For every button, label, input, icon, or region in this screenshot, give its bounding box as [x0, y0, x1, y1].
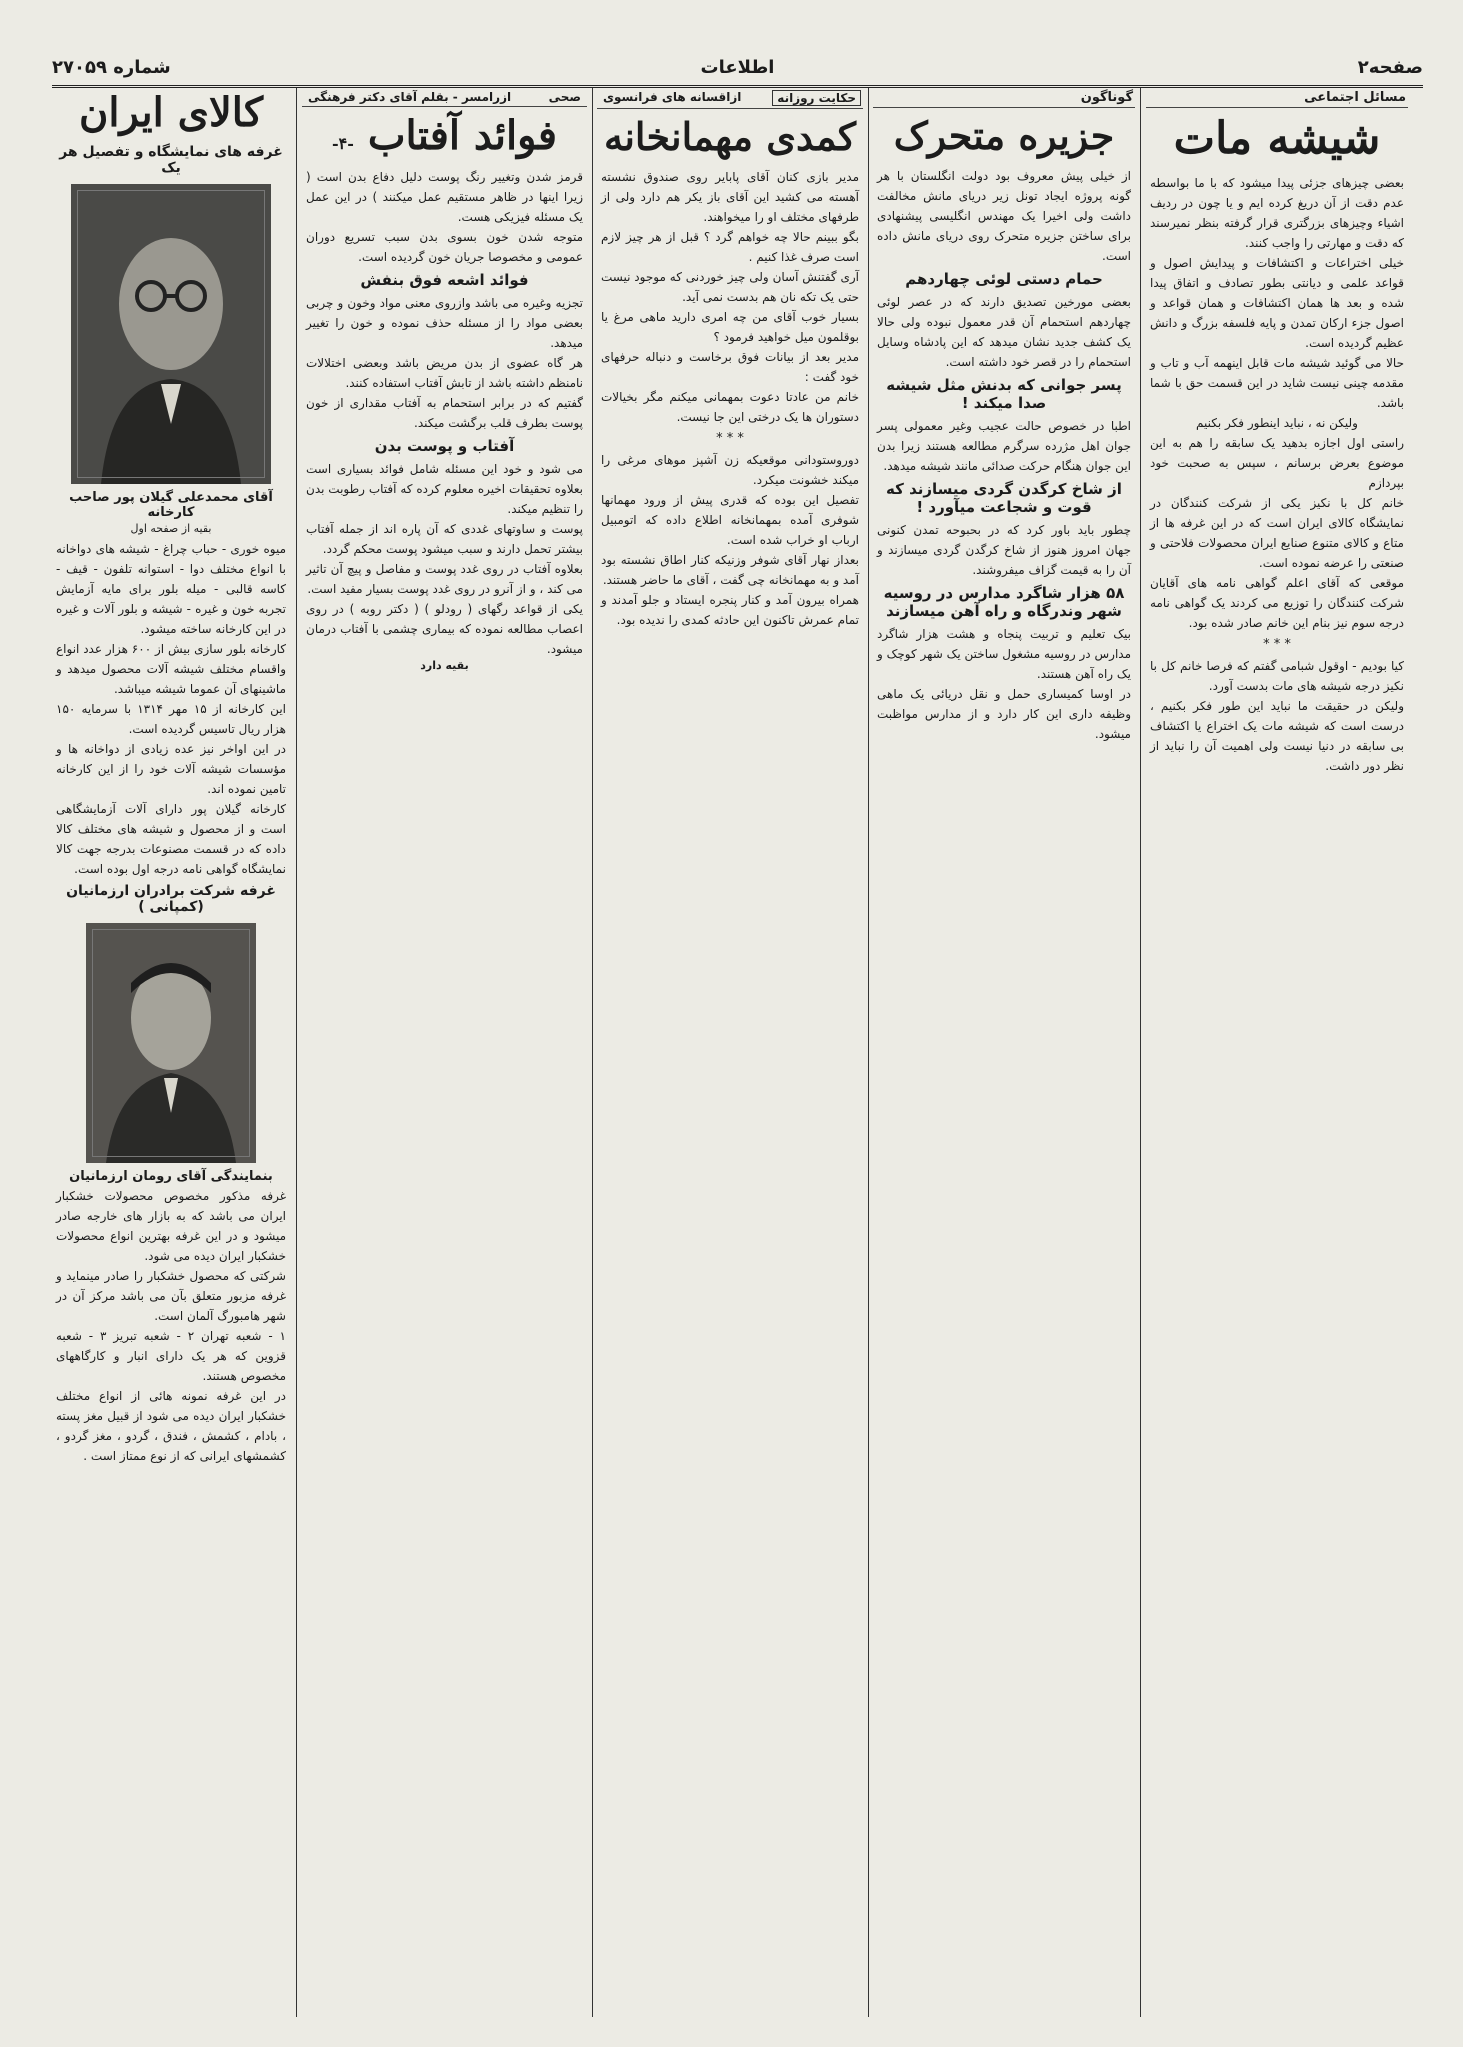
article-paragraph: راستی اول اجازه بدهید یک سابقه را هم به این موضوع بعرض برسانم ، سپس به صحبت خود بپردازم	[1150, 435, 1404, 490]
photo-frame	[77, 190, 265, 478]
article-paragraph: از خیلی پیش معروف بود دولت انگلستان با هر گونه پروژه ایجاد تونل زیر دریای مانش مخالفت داشت ولی اخیرا یک مهندس انگلیسی پیشنهادی برای ساختن جزیره متحرک روی دریای مانش داده است.	[877, 168, 1131, 263]
article-paragraph: ولیکن در حقیقت ما نباید این طور فکر بکنیم ، درست است که شیشه مات یک اختراع یا اکتشاف بی سابقه در دنیا نیست ولی اهمیت آن را نباید از نظر دور داشت.	[1150, 698, 1404, 773]
article-paragraph: کیا بودیم - اوقول شبامی گفتم که فرصا خانم کل با نکیز درجه شیشه های مات بدست آورد.	[1150, 658, 1404, 693]
article-paragraph: میوه خوری - حباب چراغ - شیشه های دواخانه با انواع مختلف دوا - استوانه تلفون - قیف - کاسه قالبی - میله بلور برای مایه آزمایش تجربه خون و غیره - شیشه و بلور آلات و غیره در این کارخانه ساخته میشود.	[56, 542, 286, 636]
article-title: کالای ایران	[78, 89, 264, 136]
article-paragraph: حالا می گوئید شیشه مات قابل اینهمه آب و تاب و مقدمه چینی نیست شاید در این قسمت حق با شما باشد.	[1150, 355, 1404, 410]
title-text: فوائد آفتاب	[367, 112, 557, 159]
article-paragraph: بیک تعلیم و تربیت پنجاه و هشت هزار شاگرد مدارس در روسیه مشغول ساختن یک شهر کوچک و یک راه آهن هستند.	[877, 626, 1131, 681]
kicker-right: صحی	[548, 90, 581, 104]
column-rule	[592, 88, 593, 2017]
article-paragraph: خانم کل با نکیز یکی از شرکت کنندگان در نمایشگاه کالای ایران است که در این غرفه ها از متاع و کالای متنوع صنایع ایران محصولات فلاحتی و صنعتی را عرضه نموده است.	[1150, 495, 1404, 570]
issue-label: شماره ۲۷۰۵۹	[52, 57, 171, 78]
article-paragraph: موقعی که آقای اعلم گواهی نامه های آقایان شرکت کنندگان را توزیع می کردند یک گواهی نامه درجه سوم نیز بنام این خانم صادر شده بود.	[1150, 575, 1404, 630]
photo-caption: آقای محمدعلی گیلان پور صاحب کارخانه	[69, 490, 273, 520]
article-jazire-motaharrek	[873, 88, 1135, 2017]
article-paragraph: کارخانه بلور سازی بیش از ۶۰۰ هزار عدد انواع واقسام مختلف شیشه آلات محصول میدهد و ماشینهای آن عموما شیشه میباشد.	[56, 642, 286, 696]
article-paragraph: بعضی چیزهای جزئی پیدا میشود که با ما بواسطه عدم دقت از آن دریغ کرده ایم و یا چون در ردیف اشیاء وچیزهای بزرگتری قرار گرفته بنظر نمیرسند که دقت و مهارتی را واجب کنند.	[1150, 175, 1404, 250]
subheading: فوائد اشعه فوق بنفش	[360, 271, 529, 289]
article-paragraph: بعضی مورخین تصدیق دارند که در عصر لوئی چهاردهم استحمام آن قدر معمول نبوده ولی حالا یک کشف جدید نشان میدهد که این پادشاه وسایل استحمام را در قصر خود داشته است.	[877, 294, 1131, 369]
article-paragraph: تجزیه وغیره می باشد وازروی معنی مواد وخون و چربی بعضی مواد را از مسئله حذف نموده و خون را تغییر میدهد.	[306, 296, 583, 350]
subheading: غرفه شرکت برادران ارزمانیان (کمپانی )	[66, 883, 276, 915]
continued-note: بقیه دارد	[420, 659, 469, 672]
article-paragraph: دوروستودانی موقعیکه زن آشپز موهای مرغی را میکند خشونت میکرد.	[601, 452, 859, 487]
subheading: ۵۸ هزار شاگرد مدارس در روسیه شهر وندرگاه و راه آهن میسازند	[883, 583, 1125, 620]
article-paragraph: مدیر بعد از بیانات فوق برخاست و دنباله حرفهای خود گفت :	[601, 349, 859, 384]
article-paragraph: یکی از قواعد رگهای ( رودلو ) ( دکتر روبه ) در روی اعصاب مطالعه نموده که بیماری چشمی با آفتاب درمان میشود.	[306, 602, 583, 656]
article-komedi-mehmankhane	[597, 88, 863, 2017]
article-paragraph: پوست و ساوتهای غددی که آن پاره اند از جمله آفتاب بیشتر تحمل دارند و سبب میشود پوست محکم گردد.	[306, 522, 583, 556]
article-paragraph: خیلی اختراعات و اکتشافات و پیدایش اصول و قواعد علمی و دیانتی بطور تصادف و اتفاق پیدا شده و بعد ها همان اکتشافات و همان قواعد و اصول جزء ارکان تمدن و پایه فلسفه بزرگ و دانش عظیم گردیده است.	[1150, 255, 1404, 350]
portrait-photo	[86, 923, 256, 1163]
article-paragraph: در این اواخر نیز عده زیادی از دواخانه ها و مؤسسات شیشه آلات خود را از این کارخانه تامین نموده اند.	[56, 742, 286, 796]
subheading: آفتاب و پوست بدن	[374, 437, 515, 455]
title-part-number: -۴-	[332, 134, 354, 153]
article-paragraph: می شود و خود این مسئله شامل فوائد بسیاری است بعلاوه تحقیقات اخیره معلوم کرده که آفتاب رطوبت بدن را تنظیم میکند.	[306, 462, 583, 516]
article-title: شیشه مات	[1173, 113, 1381, 164]
article-paragraph: قرمز شدن وتغییر رنگ پوست دلیل دفاع بدن است ( زیرا اینها در ظاهر مستقیم عمل میکنند ) در این عمل یک مسئله فیزیکی هست.	[306, 170, 583, 224]
kicker-left: ازاقسانه های فرانسوی	[603, 90, 742, 104]
article-paragraph: این کارخانه از ۱۵ مهر ۱۳۱۴ با سرمایه ۱۵۰ هزار ریال تاسیس گردیده است.	[56, 702, 286, 736]
article-paragraph: آری گفتنش آسان ولی چیز خوردنی که موجود نیست حتی یک تکه نان هم بدست نمی آید.	[601, 269, 859, 304]
continued-from-note: بقیه از صفحه اول	[130, 522, 212, 535]
portrait-photo	[71, 184, 271, 484]
column-rule	[1140, 88, 1141, 2017]
subheading: حمام دستی لوئی چهاردهم	[905, 269, 1103, 288]
article-paragraph: بسیار خوب آقای من چه امری دارید ماهی مرغ یا بوقلمون میل خواهید فرمود ؟	[601, 309, 859, 344]
article-paragraph: بگو ببینم حالا چه خواهم گرد ؟ قبل از هر چیز لازم است صرف غذا کنیم .	[601, 229, 859, 264]
article-paragraph: کارخانه گیلان پور دارای آلات آزمایشگاهی است و از محصول و شیشه های مختلف کالا داده که در قسمت مصنوعات بدرجه جهت کالا نمایشگاه گواهی نامه درجه اول بوده است.	[56, 802, 286, 876]
subheading: پسر جوانی که بدنش مثل شیشه صدا میکند !	[886, 375, 1122, 412]
photo-frame	[92, 929, 250, 1157]
section-divider: * * *	[716, 430, 744, 446]
kicker-right: حکایت روزانه	[772, 90, 861, 106]
article-paragraph: خانم من عادتا دعوت بمهمانی میکنم مگر بخیالات دستوران ها یک درختی این جا نیست.	[601, 389, 859, 424]
article-paragraph: ۱ - شعبه تهران ۲ - شعبه تبریز ۳ - شعبه قزوین که هر یک دارای انبار و کارگاههای مخصوص هستند.	[56, 1329, 286, 1383]
subheading: از شاخ کرگدن گردی میسازند که قوت و شجاعت میآورد !	[886, 479, 1122, 516]
article-paragraph: ولیکن نه ، نباید اینطور فکر بکنیم	[1196, 415, 1358, 430]
article-paragraph: گفتیم که در برابر استحمام به آفتاب مقداری از خون پوست بطرف قلب برگشت میکند.	[306, 396, 583, 430]
kicker-left: ازرامسر - بقلم آقای دکتر فرهنگی	[308, 90, 512, 104]
article-kalaye-iran	[52, 88, 290, 2017]
article-paragraph: در اوسا کمیساری حمل و نقل دریائی یک ماهی وظیفه داری این کار دارد و از مدارس مواظبت میشود.	[877, 686, 1131, 741]
article-title: کمدی مهمانخانه	[603, 114, 857, 159]
article-paragraph: اطبا در خصوص حالت عجیب وغیر معمولی پسر جوان اهل مژرده سرگرم مطالعه هستند زیرا بدن این جوان هنگام حرکت صدائی مانند شیشه میدهد.	[877, 418, 1131, 473]
article-paragraph: مدیر بازی کنان آقای پابایر روی صندوق نشسته آهسته می کشید این آقای باز یکر هم دارد ولی از طرفهای مختلف او را میخواهند.	[601, 169, 859, 224]
article-paragraph: تفصیل این بوده که قدری پیش از ورود مهمانها شوفری آمده بمهمانخانه اطلاع داده که اتومبیل ارباب او خراب شده است.	[601, 492, 859, 547]
article-kicker: مسائل اجتماعی	[1146, 88, 1408, 108]
article-paragraph: بعداز نهار آقای شوفر وزنیکه کنار اطاق نشسته بود آمد و به مهمانخانه چی گفت ، آقای ما حاضر هستند.	[601, 552, 859, 587]
column-rule	[868, 88, 869, 2017]
page-label: صفحه۲	[1357, 57, 1423, 78]
article-kicker: گوناگون	[873, 88, 1135, 108]
article-title: جزیره متحرک	[893, 113, 1115, 158]
article-favayed-aftab	[302, 88, 587, 2017]
newspaper-name: اطلاعات	[700, 57, 775, 78]
article-paragraph: بعلاوه آفتاب در روی غدد پوست و مفاصل و پیچ آن تاثیر می کند ، و از آنرو در روی غدد پوست بسیار مفید است.	[306, 562, 583, 596]
article-shishe-mat	[1146, 88, 1408, 2017]
article-paragraph: غرفه مذکور مخصوص محصولات خشکبار ایران می باشد که به بازار های خارجه صادر میشود و در این غرفه بهترین انواع محصولات خشکبار ایران دیده می شود.	[56, 1189, 286, 1263]
article-subtitle: غرفه های نمایشگاه و تفصیل هر یک	[59, 144, 283, 176]
article-paragraph: شرکتی که محصول خشکبار را صادر مینماید و غرفه مزبور متعلق بآن می باشد مرکز آن در شهر هامبورگ آلمان است.	[56, 1269, 286, 1323]
article-paragraph: متوجه شدن خون بسوی بدن سبب تسریع دوران عمومی و مخصوصا جریان خون گردیده است.	[306, 230, 583, 264]
article-title	[302, 113, 587, 159]
article-paragraph: در این غرفه نمونه هائی از انواع مختلف خشکبار ایران دیده می شود از قبیل مغز پسته ، بادام ، کشمش ، فندق ، گردو ، مغز گردو ، کشمشهای ایرانی که از نوع ممتاز است .	[56, 1389, 286, 1463]
article-paragraph: چطور باید باور کرد که در بحبوحه تمدن کنونی جهان امروز هنوز از شاخ کرگدن گردی میسازند و آن را به قیمت گزاف میفروشند.	[877, 522, 1131, 577]
photo-caption: بنمایندگی آقای رومان ارزمانیان	[69, 1169, 273, 1184]
section-divider: * * *	[1263, 636, 1291, 652]
article-paragraph: هر گاه عضوی از بدن مریض باشد وبعضی اختلالات نامنظم داشته باشد از تابش آفتاب استفاده کنند.	[306, 356, 583, 390]
article-kicker	[597, 88, 863, 109]
column-rule	[296, 88, 297, 2017]
masthead	[52, 55, 1423, 88]
article-paragraph: همراه بیرون آمد و کنار پنجره ایستاد و جلو آمدند و تمام عمرش تاکنون این حادثه کمدی را ندیده بود.	[601, 592, 859, 627]
article-kicker	[302, 88, 587, 107]
